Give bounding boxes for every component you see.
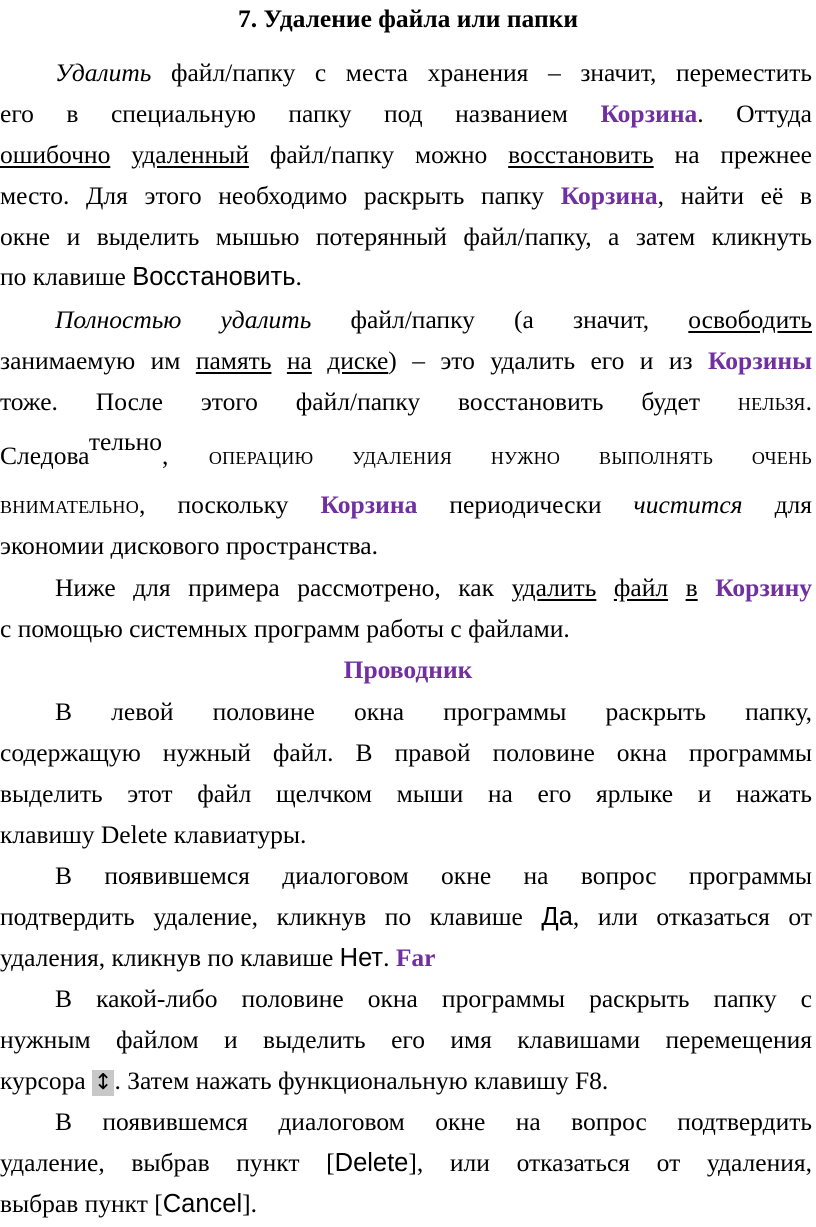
p1-line4: место. Для этого необходимо раскрыть папку Корзина, найти её в [0,181,812,210]
p2-line1: Полностью удалить файл/папку (а значит, освободить [55,305,812,334]
p1-line5: окне и выделить мышью потерянный файл/папку, а затем кликнуть [0,222,812,251]
restore-key-label: Восстановить [132,263,296,291]
p3-line2: с помощью системных программ работы с файлами. [0,614,570,643]
heading-far: Far [395,943,436,972]
p6-line3: курсора ↕. Затем нажать функциональную клавишу F8. [0,1066,609,1095]
cancel-key-label: Cancel [162,1190,243,1218]
recycle-bin-term: Корзину [715,573,813,602]
p6-line2: нужным файлом и выделить его имя клавишами перемещения [0,1025,812,1054]
p6-line1: В какой-либо половине окна программы раскрыть папку с [55,984,812,1013]
p2-line5: ВНИМАТЕЛЬНО, поскольку Корзина периодически чистится для [0,490,812,519]
delete-key-label: Delete [334,1149,409,1177]
recycle-bin-term: Корзина [320,490,418,519]
p2-line4: Следовательно, ОПЕРАЦИЮ УДАЛЕНИЯ НУЖНО ВЫПОЛНЯТЬ ОЧЕНЬ [0,427,813,470]
p5-line1: В появившемся диалоговом окне на вопрос программы [55,861,812,890]
p1-line1: Удалить файл/папку с места хранения – значит, переместить [55,58,812,87]
term-delete: Удалить [55,58,152,87]
cursor-arrows-icon: ↕ [94,1070,113,1095]
p1-line2: его в специальную папку под названием Корзина. Оттуда [0,99,812,128]
p4-line3: выделить этот файл щелчком мыши на его ярлыке и нажать [0,779,812,808]
p5-line3: удаления, кликнув по клавише Нет. Far [0,943,436,972]
recycle-bin-term: Корзина [600,99,698,128]
recycle-bin-term: Корзина [560,181,658,210]
heading-explorer: Проводник [343,655,473,684]
p1-line3: ошибочно удаленный файл/папку можно восстановить на прежнее [0,140,812,169]
p4-line1: В левой половине окна программы раскрыть папку, [55,697,812,726]
p2-line2: занимаемую им память на диске) – это удалить его и из Корзины [0,346,813,375]
p1-line6: по клавише Восстановить. [0,262,302,291]
p7-line1: В появившемся диалоговом окне на вопрос подтвердить [55,1107,812,1136]
p5-line2: подтвердить удаление, кликнув по клавише Да, или отказаться от [0,902,812,931]
p3-line1: Ниже для примера рассмотрено, как удалить файл в Корзину [55,573,813,602]
p2-line6: экономии дискового пространства. [0,531,378,560]
recycle-bin-term: Корзины [708,346,813,375]
p4-line2: содержащую нужный файл. В правой половине окна программы [0,738,812,767]
section-title: 7. Удаление файла или папки [237,4,579,33]
yes-key-label: Да [541,903,573,931]
p7-line3: выбрав пункт [Cancel]. [0,1189,258,1218]
p7-line2: удаление, выбрав пункт [Delete], или отказаться от удаления, [0,1148,812,1177]
p2-line3: тоже. После этого файл/папку восстановить будет НЕЛЬЗЯ. [0,387,812,416]
p4-line4: клавишу Delete клавиатуры. [0,820,307,849]
no-key-label: Нет [339,944,384,972]
